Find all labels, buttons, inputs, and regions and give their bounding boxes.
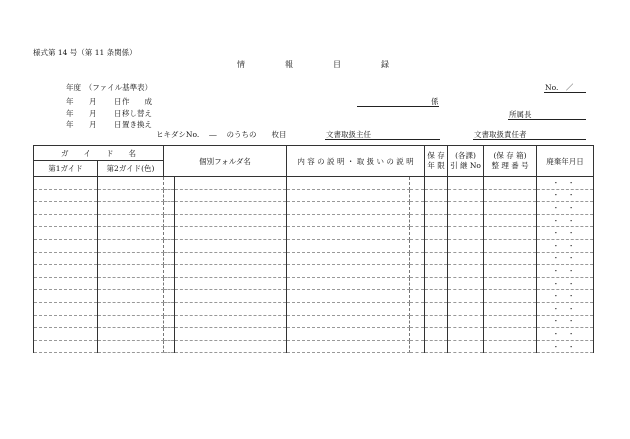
table-cell[interactable] [287,302,410,315]
disposal-date-marks: ・ ・ [552,317,578,326]
table-cell[interactable] [287,189,410,202]
department-head-label: 所属長 [509,110,532,119]
table-cell[interactable] [484,252,537,265]
table-cell[interactable] [448,202,484,215]
table-cell[interactable] [34,302,98,315]
table-cell[interactable] [164,227,175,240]
table-cell[interactable] [537,202,594,215]
table-cell[interactable] [287,214,410,227]
table-cell[interactable] [448,265,484,278]
table-cell[interactable] [287,227,410,240]
disposal-date-marks: ・ ・ [552,329,578,338]
table-cell[interactable] [448,177,484,190]
table-cell[interactable] [448,315,484,328]
table-cell[interactable] [425,202,448,215]
table-cell[interactable] [425,340,448,353]
table-cell[interactable] [175,227,287,240]
table-cell[interactable] [164,290,175,303]
table-cell[interactable] [537,239,594,252]
table-row [34,302,594,315]
date-year: 年 [66,109,74,118]
table-cell[interactable] [425,252,448,265]
table-row [34,340,594,353]
table-cell[interactable] [287,340,410,353]
disposal-date-marks: ・ ・ [552,241,578,250]
folder-name-header: 個別フォルダ名 [164,146,287,177]
document-chief-underline [325,139,440,140]
storage-box-header-line1: (保 存 箱) [493,150,527,160]
table-cell[interactable] [448,239,484,252]
table-cell[interactable] [484,177,537,190]
date-day: 日 [114,109,122,118]
section-label: 係 [431,97,439,106]
table-cell[interactable] [425,315,448,328]
table-row [34,227,594,240]
disposal-date-marks: ・ ・ [552,279,578,288]
guide1-header: 第1ガイド [34,161,98,177]
disposal-date-marks: ・ ・ [552,304,578,313]
table-cell[interactable] [175,290,287,303]
storage-box-header [484,146,537,177]
table-cell[interactable] [34,328,98,341]
table-cell[interactable] [537,290,594,303]
table-cell[interactable] [287,239,410,252]
table-cell[interactable] [425,239,448,252]
table-cell[interactable] [425,227,448,240]
date-year: 年 [66,120,74,129]
table-row [34,328,594,341]
table-cell[interactable] [537,340,594,353]
date-month: 月 [89,120,97,129]
table-cell[interactable] [287,177,410,190]
table-cell[interactable] [287,277,410,290]
date-action: 作 成 [122,97,152,106]
table-cell[interactable] [410,239,425,252]
table-cell[interactable] [175,328,287,341]
table-cell[interactable] [34,340,98,353]
disposal-date-header: 廃棄年月日 [537,146,594,177]
table-cell[interactable] [175,315,287,328]
table-cell[interactable] [164,277,175,290]
date-year: 年 [66,97,74,106]
table-cell[interactable] [34,277,98,290]
drawer-line: ヒキダシNo. ― のうちの 枚目 [156,130,287,139]
table-cell[interactable] [425,328,448,341]
table-cell[interactable] [425,302,448,315]
section-underline [357,106,439,107]
date-action: 移し替え [122,109,152,118]
table-cell[interactable] [410,340,425,353]
table-cell[interactable] [410,290,425,303]
table-cell[interactable] [34,189,98,202]
table-cell[interactable] [448,290,484,303]
table-cell[interactable] [484,290,537,303]
guide-name-header: ガ イ ド 名 [34,146,164,161]
retention-header-line2: 年 限 [427,161,445,170]
table-cell[interactable] [175,189,287,202]
table-cell[interactable] [448,214,484,227]
page-title: 情 報 目 録 [237,60,389,69]
table-cell[interactable] [175,177,287,190]
table-cell[interactable] [484,315,537,328]
date-month: 月 [89,109,97,118]
table-cell[interactable] [98,252,164,265]
ledger-body [34,177,594,353]
document-manager-underline [473,139,586,140]
table-cell[interactable] [410,189,425,202]
form-number: 様式第 14 号（第 11 条関係） [33,48,137,57]
table-cell[interactable] [175,239,287,252]
date-day: 日 [114,97,122,106]
table-cell[interactable] [175,302,287,315]
table-row [34,202,594,215]
carryover-header-line1: (各課) [455,150,476,160]
table-cell[interactable] [448,189,484,202]
table-cell[interactable] [410,252,425,265]
table-cell[interactable] [98,315,164,328]
disposal-date-marks: ・ ・ [552,266,578,275]
table-cell[interactable] [425,277,448,290]
carryover-header [448,146,484,177]
table-cell[interactable] [448,340,484,353]
table-cell[interactable] [484,227,537,240]
table-cell[interactable] [425,265,448,278]
table-cell[interactable] [164,315,175,328]
table-cell[interactable] [34,265,98,278]
table-cell[interactable] [164,265,175,278]
table-cell[interactable] [34,315,98,328]
table-cell[interactable] [425,177,448,190]
table-cell[interactable] [537,302,594,315]
description-header: 内 容 の 説 明 ・ 取 扱 い の 説 明 [287,146,425,177]
table-cell[interactable] [98,340,164,353]
table-cell[interactable] [410,302,425,315]
table-cell[interactable] [175,202,287,215]
table-row [34,315,594,328]
disposal-date-marks: ・ ・ [552,178,578,187]
table-cell[interactable] [164,302,175,315]
table-cell[interactable] [410,177,425,190]
table-cell[interactable] [410,202,425,215]
table-cell[interactable] [98,177,164,190]
retention-header [425,146,448,177]
table-cell[interactable] [98,214,164,227]
table-cell[interactable] [410,227,425,240]
disposal-date-marks: ・ ・ [552,254,578,263]
document-manager-label: 文書取扱責任者 [474,130,527,139]
table-cell[interactable] [410,265,425,278]
table-cell[interactable] [98,239,164,252]
table-row [34,277,594,290]
table-cell[interactable] [34,239,98,252]
table-cell[interactable] [164,214,175,227]
table-cell[interactable] [98,290,164,303]
table-cell[interactable] [425,189,448,202]
table-cell[interactable] [484,189,537,202]
table-cell[interactable] [484,265,537,278]
table-cell[interactable] [98,202,164,215]
number-label: No. ／ [545,83,574,92]
carryover-header-line2: 引 継 No [450,161,481,170]
department-head-underline [508,119,586,120]
table-cell[interactable] [175,265,287,278]
table-cell[interactable] [484,302,537,315]
table-cell[interactable] [425,290,448,303]
table-cell[interactable] [484,239,537,252]
table-cell[interactable] [175,340,287,353]
table-cell[interactable] [537,227,594,240]
table-cell[interactable] [537,277,594,290]
table-cell[interactable] [164,252,175,265]
retention-header-line1: 保 存 [427,150,445,160]
table-cell[interactable] [164,239,175,252]
table-cell[interactable] [425,214,448,227]
table-cell[interactable] [410,214,425,227]
table-cell[interactable] [410,315,425,328]
table-cell[interactable] [537,328,594,341]
disposal-date-marks: ・ ・ [552,191,578,200]
table-cell[interactable] [175,214,287,227]
table-cell[interactable] [484,328,537,341]
table-row [34,265,594,278]
table-row [34,239,594,252]
table-cell[interactable] [175,252,287,265]
table-cell[interactable] [98,265,164,278]
file-ledger-table [33,145,594,353]
table-cell[interactable] [484,340,537,353]
table-cell[interactable] [98,189,164,202]
number-underline [544,92,586,93]
table-row [34,177,594,190]
table-cell[interactable] [287,290,410,303]
date-action: 置き換え [122,120,152,129]
table-cell[interactable] [164,340,175,353]
table-cell[interactable] [34,227,98,240]
table-cell[interactable] [537,315,594,328]
table-cell[interactable] [537,214,594,227]
table-cell[interactable] [448,302,484,315]
disposal-date-marks: ・ ・ [552,216,578,225]
table-row [34,189,594,202]
table-cell[interactable] [484,214,537,227]
table-cell[interactable] [287,202,410,215]
table-cell[interactable] [287,265,410,278]
table-cell[interactable] [34,290,98,303]
table-cell[interactable] [410,328,425,341]
date-month: 月 [89,97,97,106]
table-cell[interactable] [448,227,484,240]
document-chief-label: 文書取扱主任 [326,130,371,139]
disposal-date-marks: ・ ・ [552,342,578,351]
fiscal-year-label: 年度 （ファイル基準表） [66,83,153,92]
table-cell[interactable] [34,202,98,215]
guide2-header: 第2ガイド(色) [98,161,164,177]
table-cell[interactable] [287,315,410,328]
table-cell[interactable] [287,328,410,341]
table-row [34,290,594,303]
disposal-date-marks: ・ ・ [552,229,578,238]
table-cell[interactable] [537,265,594,278]
table-cell[interactable] [537,177,594,190]
table-cell[interactable] [175,277,287,290]
disposal-date-marks: ・ ・ [552,203,578,212]
table-row [34,214,594,227]
table-cell[interactable] [164,202,175,215]
table-cell[interactable] [34,177,98,190]
date-day: 日 [114,120,122,129]
storage-box-header-line2: 整 理 番 号 [491,161,529,170]
table-cell[interactable] [164,328,175,341]
table-cell[interactable] [98,328,164,341]
table-cell[interactable] [484,202,537,215]
table-cell[interactable] [484,277,537,290]
table-row [34,252,594,265]
disposal-date-marks: ・ ・ [552,292,578,301]
table-cell[interactable] [98,302,164,315]
table-cell[interactable] [98,227,164,240]
table-cell[interactable] [410,277,425,290]
table-cell[interactable] [287,252,410,265]
table-cell[interactable] [448,252,484,265]
table-cell[interactable] [448,328,484,341]
table-cell[interactable] [164,177,175,190]
table-cell[interactable] [448,277,484,290]
table-cell[interactable] [34,252,98,265]
table-cell[interactable] [34,214,98,227]
table-cell[interactable] [98,277,164,290]
table-cell[interactable] [537,252,594,265]
table-cell[interactable] [537,189,594,202]
table-cell[interactable] [164,189,175,202]
